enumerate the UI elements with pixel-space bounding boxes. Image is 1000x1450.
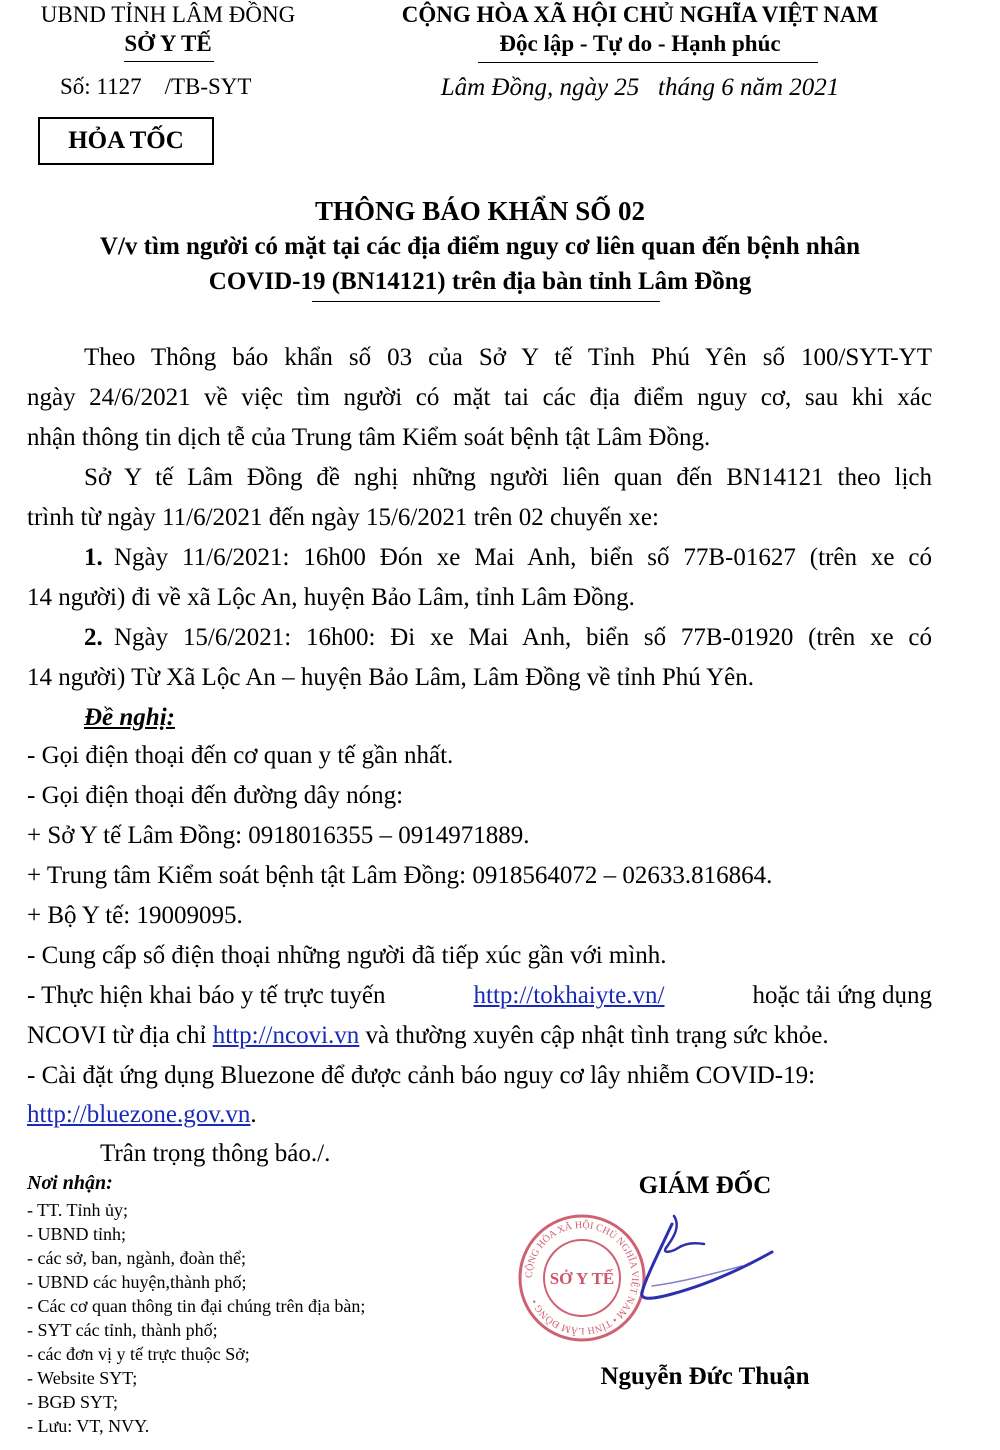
item2-number: 2. [84,624,103,651]
request-4-line2 [27,1016,829,1056]
para1-line1: Theo Thông báo khẩn số 03 của Sở Y tế Tỉnh Phú Yên số 100/SYT-YT [84,344,932,371]
item2-line1: Ngày 15/6/2021: 16h00: Đi xe Mai Anh, biển số 77B-01920 (trên xe có [114,624,932,651]
recipient-item: - UBND tỉnh; [27,1224,126,1244]
recipient-item: - Các cơ quan thông tin đại chúng trên địa bàn; [27,1296,366,1316]
item2-line2: 14 người) Từ Xã Lộc An – huyện Bảo Lâm, Lâm Đồng về tỉnh Phú Yên. [27,664,755,691]
handwritten-signature [612,1208,792,1328]
request-1: - Gọi điện thoại đến cơ quan y tế gần nhất. [27,742,454,769]
subject-underline [312,301,660,302]
request-4-text: - Thực hiện khai báo y tế trực tuyến [27,982,386,1009]
recipient-item: - Lưu: VT, NVY. [27,1416,150,1436]
hotline-ministry: + Bộ Y tế: 19009095. [27,902,243,929]
ncovi-link[interactable]: http://ncovi.vn [212,1022,360,1049]
recipient-item: - UBND các huyện,thành phố; [27,1272,247,1292]
stamp-center-text: SỞ Y TẾ [549,1269,615,1288]
closing-line: Trân trọng thông báo./. [100,1140,331,1167]
urgent-box: HỎA TỐC [38,117,214,165]
request-4-line1 [27,976,932,1016]
national-title: CỘNG HÒA XÃ HỘI CHỦ NGHĨA VIỆT NAM [401,2,879,27]
recipient-item: - các đơn vị y tế trực thuộc Sở; [27,1344,250,1364]
department-underline [124,61,214,62]
para1-line3: nhận thông tin dịch tễ của Trung tâm Kiểm soát bệnh tật Lâm Đồng. [27,424,711,451]
recipients-heading: Nơi nhận: [27,1172,113,1194]
signer-title: GIÁM ĐỐC [638,1172,772,1199]
proposal-heading: Đề nghị: [84,704,175,731]
bluezone-period: . [250,1101,257,1128]
item1-line2: 14 người) đi về xã Lộc An, huyện Bảo Lâm, tỉnh Lâm Đồng. [27,584,635,611]
bluezone-line [27,1095,257,1135]
issue-date: Lâm Đồng, ngày 25 tháng 6 năm 2021 [440,74,840,101]
issuing-department: SỞ Y TẾ [124,31,212,56]
hotline-cdc: + Trung tâm Kiểm soát bệnh tật Lâm Đồng: 0918564072 – 02633.816864. [27,862,773,889]
request-3: - Cung cấp số điện thoại những người đã tiếp xúc gần với mình. [27,942,667,969]
request-4-text-end: hoặc tải ứng dụng [752,982,932,1009]
para2-line2: trình từ ngày 11/6/2021 đến ngày 15/6/2021 trên 02 chuyến xe: [27,504,659,531]
document-number: Số: 1127 /TB-SYT [60,74,252,99]
para1-line2: ngày 24/6/2021 về việc tìm người có mặt tai các địa điểm nguy cơ, sau khi xác [27,384,932,411]
para2-line1: Sở Y tế Lâm Đồng đề nghị những người liên quan đến BN14121 theo lịch [84,464,932,491]
recipient-item: - các sở, ban, ngành, đoàn thể; [27,1248,246,1268]
recipient-item: - SYT các tỉnh, thành phố; [27,1320,218,1340]
signer-name: Nguyễn Đức Thuận [600,1363,810,1390]
item1-number: 1. [84,544,103,571]
recipient-item: - TT. Tỉnh ủy; [27,1200,128,1220]
recipient-item: - Website SYT; [27,1368,138,1388]
ncovi-text-end: và thường xuyên cập nhật tình trạng sức khỏe. [365,1022,829,1049]
subject-line-2: COVID-19 (BN14121) trên địa bàn tỉnh Lâm Đồng [208,268,752,295]
recipient-item: - BGĐ SYT; [27,1392,119,1412]
motto-underline [478,62,818,63]
national-motto: Độc lập - Tự do - Hạnh phúc [499,31,781,56]
request-2: - Gọi điện thoại đến đường dây nóng: [27,782,404,809]
request-5: - Cài đặt ứng dụng Bluezone để được cảnh báo nguy cơ lây nhiễm COVID-19: [27,1062,816,1089]
ncovi-text: NCOVI từ địa chỉ [27,1022,207,1049]
bluezone-link[interactable]: http://bluezone.gov.vn [27,1101,251,1128]
stamp-ring-text: CỘNG HÒA XÃ HỘI CHỦ NGHĨA VIỆT NAM • TỈNH LÂM ĐỒNG • [523,1219,641,1337]
subject-line-1: V/v tìm người có mặt tại các địa điểm nguy cơ liên quan đến bệnh nhân [99,233,861,260]
hotline-health-dept: + Sở Y tế Lâm Đồng: 0918016355 – 0914971889. [27,822,530,849]
item1-line1: Ngày 11/6/2021: 16h00 Đón xe Mai Anh, biển số 77B-01627 (trên xe có [114,544,932,571]
tokhaiyte-link[interactable]: http://tokhaiyte.vn/ [473,982,665,1009]
document-title: THÔNG BÁO KHẨN SỐ 02 [314,196,646,226]
issuing-province: UBND TỈNH LÂM ĐỒNG [40,2,296,27]
